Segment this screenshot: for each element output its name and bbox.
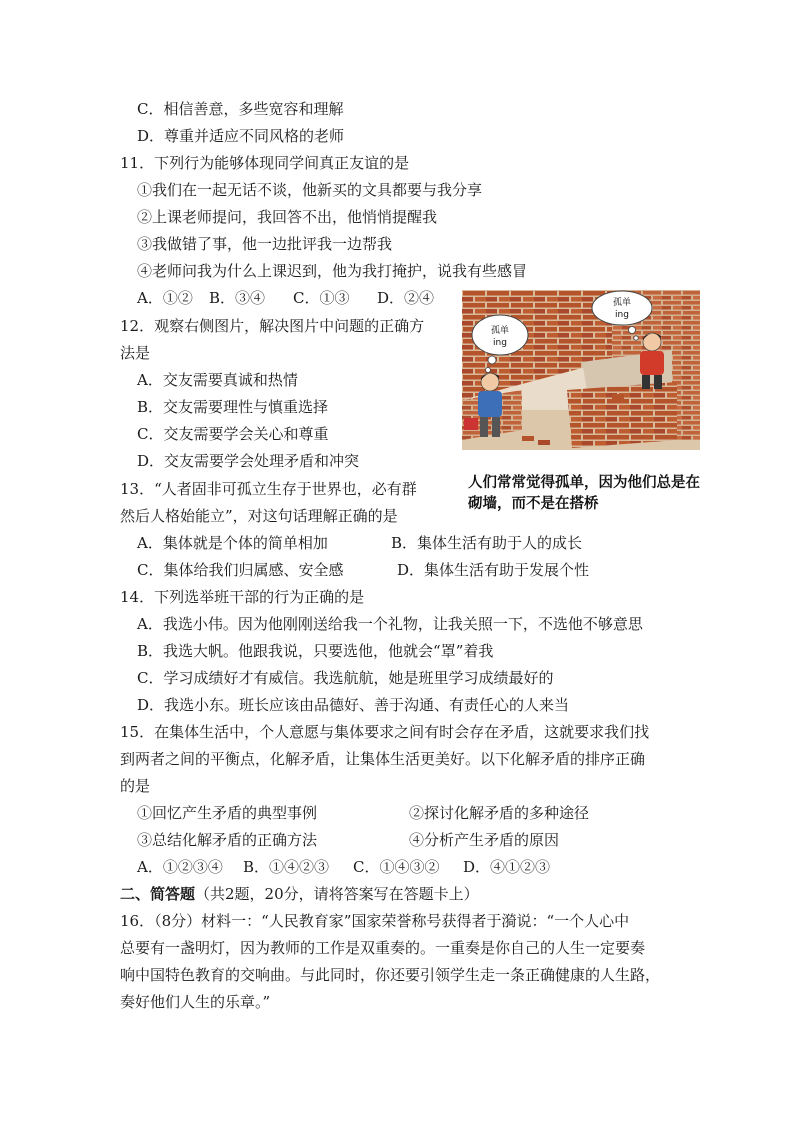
q15-stem-line3: 的是 [120,777,151,795]
q11-option-c: C．①③ [293,289,350,307]
q12-option-c: C．交友需要学会关心和尊重 [137,425,329,443]
q11-item-3: ③我做错了事，他一边批评我一边帮我 [137,235,393,253]
q13-option-a: A．集体就是个体的简单相加 [137,534,328,552]
q13-stem-line1: 13．“人者固非可孤立生存于世界也，必有群 [120,480,417,498]
bubble-right-text-2: ing [615,310,629,320]
q16-line3: 响中国特色教育的交响曲。与此同时，你还要引领学生走一条正确健康的人生路， [120,966,661,984]
q15-item-2: ②探讨化解矛盾的多种途径 [409,804,590,822]
brick-wall-illustration [462,290,700,450]
q11-item-1: ①我们在一起无话不谈，他新买的文具都要与我分享 [137,181,483,199]
q10-option-d: D．尊重并适应不同风格的老师 [137,127,345,145]
q11-stem: 11．下列行为能够体现同学间真正友谊的是 [120,154,410,172]
q12-option-d: D．交友需要学会处理矛盾和冲突 [137,452,360,470]
q11-item-2: ②上课老师提问，我回答不出，他悄悄提醒我 [137,208,438,226]
q11-option-b: B．③④ [209,289,266,307]
q12-stem-line2: 法是 [120,344,151,362]
q13-option-c: C．集体给我们归属感、安全感 [137,561,344,579]
q15-options [137,857,550,877]
q16-line1: 16．（8分）材料一：“人民教育家”国家荣誉称号获得者于漪说：“一个人心中 [120,912,630,930]
section2-heading [120,884,479,904]
q14-option-d: D．我选小东。班长应该由品德好、善于沟通、有责任心的人来当 [137,696,570,714]
q15-item-4: ④分析产生矛盾的原因 [409,831,560,849]
figure-caption: 人们常常觉得孤单，因为他们总是在砌墙，而不是在搭桥 [468,475,700,512]
bubble-left-text-1: 孤单 [490,326,510,336]
q13-option-d: D．集体生活有助于发展个性 [397,561,590,579]
q15-stem-line1: 15．在集体生活中，个人意愿与集体要求之间有时会存在矛盾，这就要求我们找 [120,723,650,741]
section2-title: 二、简答题 [120,885,196,903]
q16-line2: 总要有一盏明灯，因为教师的工作是双重奏的。一重奏是你自己的人生一定要奏 [120,939,646,957]
q15-option-a: A．①②③④ [137,858,223,876]
bubble-right-text-1: 孤单 [612,298,632,308]
q13-stem-line2: 然后人格始能立”，对这句话理解正确的是 [120,507,398,525]
q10-option-c: C．相信善意，多些宽容和理解 [137,100,344,118]
q11-item-4: ④老师问我为什么上课迟到，他为我打掩护，说我有些感冒 [137,262,528,280]
q11-options [137,288,434,308]
q15-option-c: C．①④③② [353,858,440,876]
q15-item-1: ①回忆产生矛盾的典型事例 [137,804,318,822]
q12-stem-line1: 12．观察右侧图片，解决图片中问题的正确方 [120,317,425,335]
q13-option-b: B．集体生活有助于人的成长 [391,534,583,552]
q12-option-b: B．交友需要理性与慎重选择 [137,398,329,416]
q15-item-3: ③总结化解矛盾的正确方法 [137,831,318,849]
q11-option-a: A．①② [137,289,193,307]
section2-note: （共2题，20分，请将答案写在答题卡上） [195,885,479,903]
q14-option-a: A．我选小伟。因为他刚刚送给我一个礼物，让我关照一下，不选他不够意思 [137,615,643,633]
q12-option-a: A．交友需要真诚和热情 [137,371,298,389]
q15-option-b: B．①④②③ [243,858,330,876]
q14-option-b: B．我选大帆。他跟我说，只要选他，他就会“罩”着我 [137,642,494,660]
q11-option-d: D．②④ [377,289,435,307]
q15-option-d: D．④①②③ [463,858,551,876]
q14-option-c: C．学习成绩好才有威信。我选航航，她是班里学习成绩最好的 [137,669,554,687]
q16-line4: 奏好他们人生的乐章。” [120,993,271,1011]
q15-stem-line2: 到两者之间的平衡点，化解矛盾，让集体生活更美好。以下化解矛盾的排序正确 [120,750,646,768]
bubble-left-text-2: ing [493,338,507,348]
q14-stem: 14．下列选举班干部的行为正确的是 [120,588,365,606]
